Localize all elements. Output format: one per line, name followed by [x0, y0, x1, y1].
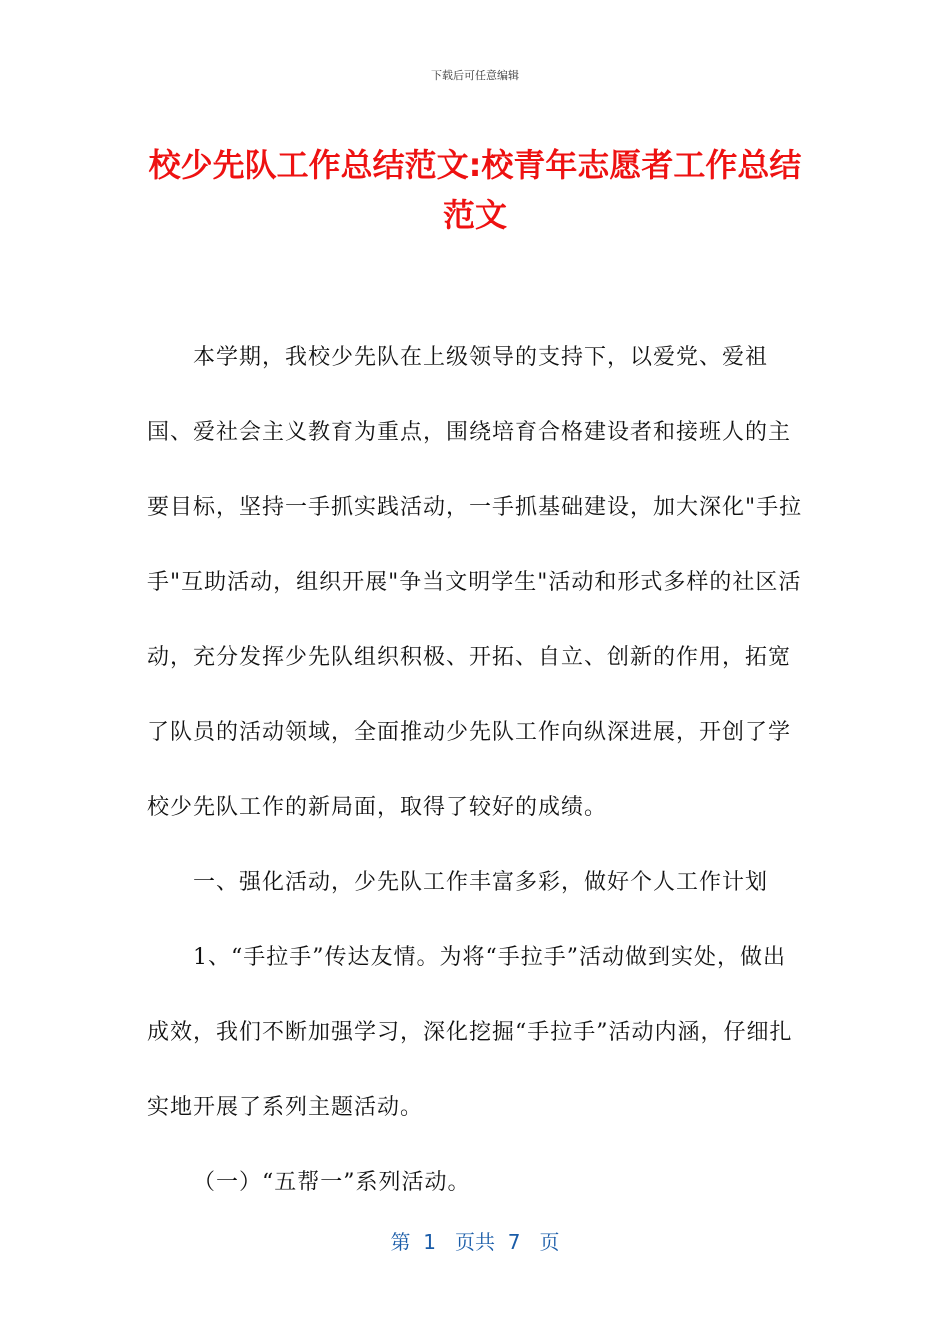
- document-title: 校少先队工作总结范文:校青年志愿者工作总结范文: [148, 146, 802, 234]
- paragraph-intro: 本学期，我校少先队在上级领导的支持下，以爱党、爱祖国、爱社会主义教育为重点，围绕培育合格建设者和接班人的主要目标，坚持一手抓实践活动，一手抓基础建设，加大深化"手拉手"互助活动，组织开展"争当文明学生"活动和形式多样的社区活动，充分发挥少先队组织积极、开拓、自立、创新的作用，拓宽了队员的活动领域，全面推动少先队工作向纵深进展，开创了学校少先队工作的新局面，取得了较好的成绩。: [147, 345, 803, 820]
- page-footer: [0, 1226, 950, 1255]
- header-note: 下载后可任意编辑: [431, 69, 519, 82]
- paragraph-item-1: 1、“手拉手”传达友情。为将“手拉手”活动做到实处，做出成效，我们不断加强学习，深化挖掘“手拉手”活动内涵，仔细扎实地开展了系列主题活动。: [147, 945, 793, 1120]
- page-number: 第 1 页共 7 页: [390, 1230, 560, 1254]
- paragraph-section-heading: 一、强化活动，少先队工作丰富多彩，做好个人工作计划: [193, 870, 769, 895]
- paragraph-subitem-1: （一）“五帮一”系列活动。: [193, 1170, 471, 1195]
- document-body: [147, 320, 807, 1220]
